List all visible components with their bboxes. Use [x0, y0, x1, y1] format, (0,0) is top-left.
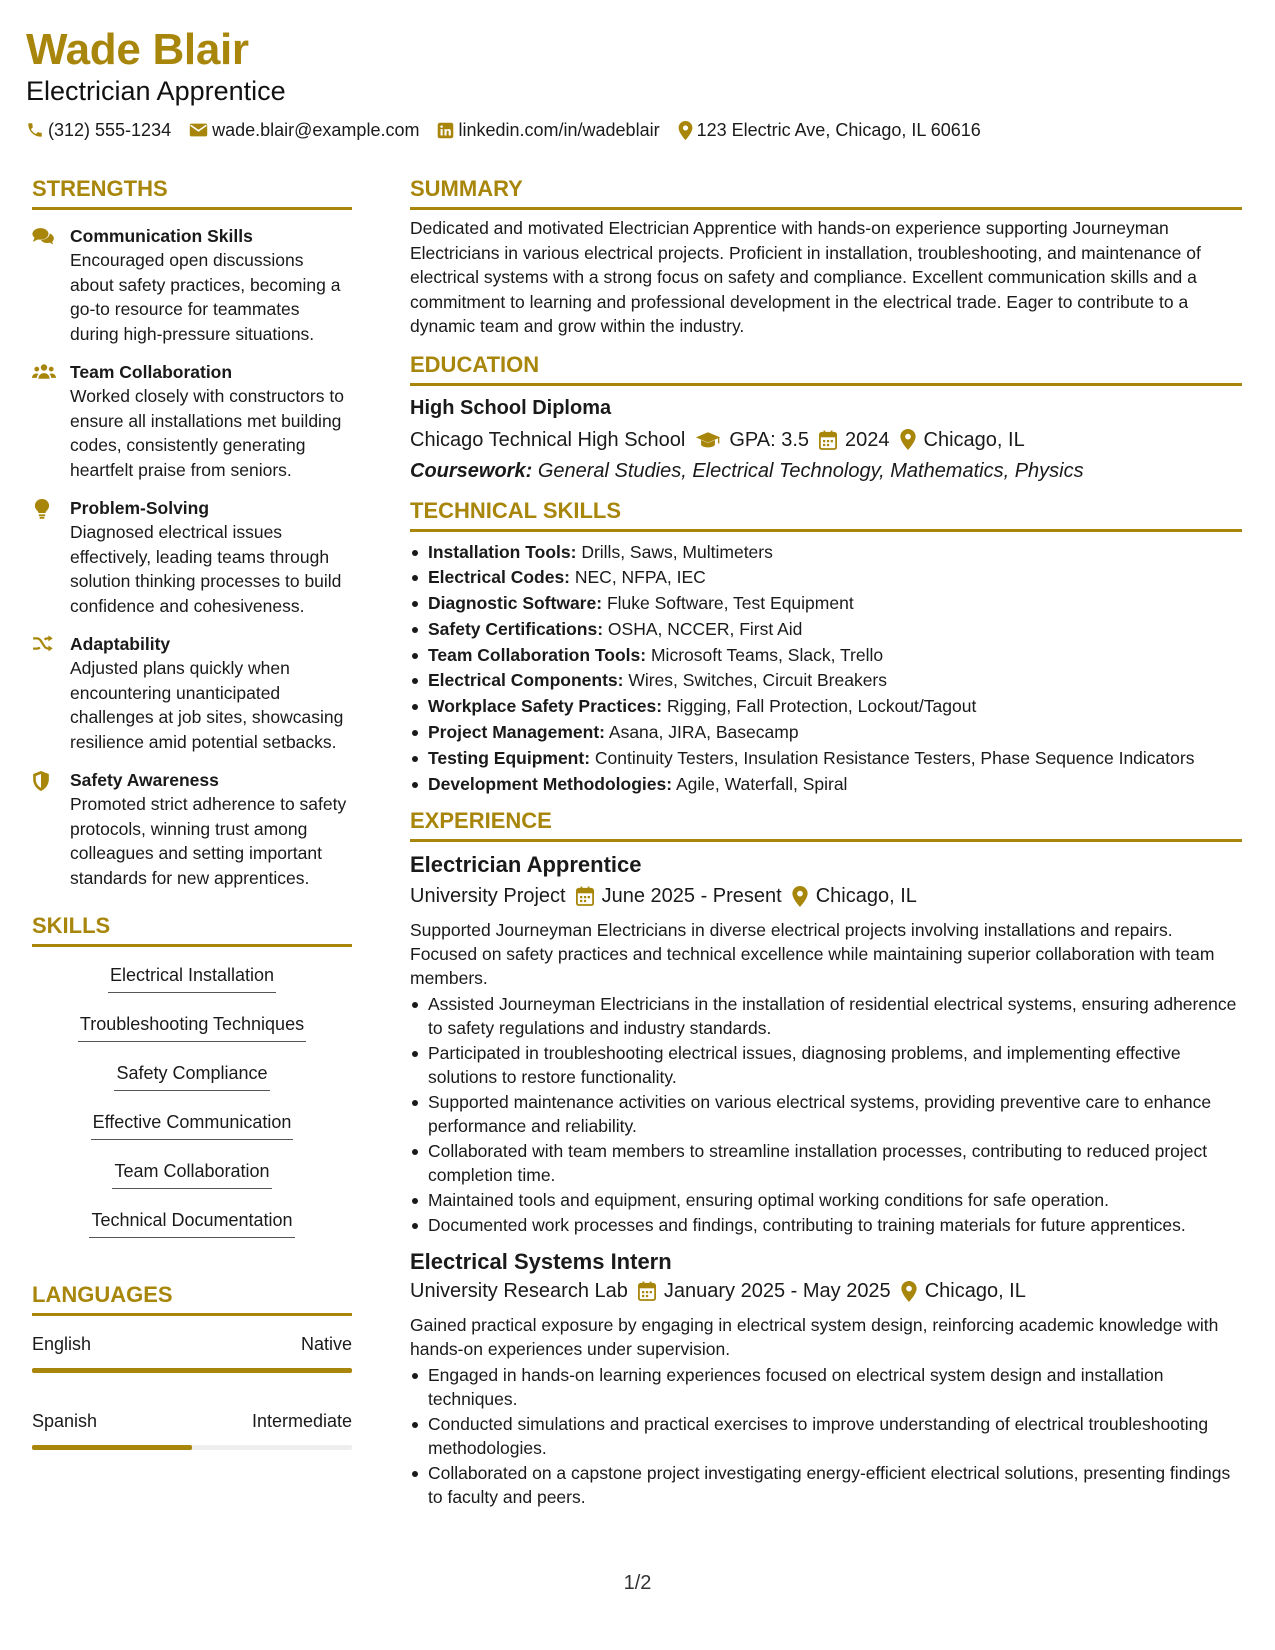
map-pin-icon: [901, 1281, 917, 1302]
job-org: University Research Lab: [410, 1280, 628, 1303]
job-location: Chicago, IL: [815, 885, 917, 908]
email-text: wade.blair@example.com: [212, 120, 420, 140]
users-icon: [32, 363, 56, 380]
strengths-heading: STRENGTHS: [32, 175, 352, 210]
strength-item: [32, 632, 352, 754]
strength-desc: Diagnosed electrical issues effectively, leading teams through solution thinking processes to build confidence and cohesiveness.: [70, 522, 342, 616]
education-meta: [410, 426, 1242, 454]
candidate-name: Wade Blair: [26, 25, 249, 74]
candidate-title: Electrician Apprentice: [26, 76, 286, 106]
skill-tag: Troubleshooting Techniques: [78, 1008, 306, 1042]
list-item: Supported maintenance activities on various electrical systems, providing preventive care to enhance performance and reliability.: [410, 1090, 1242, 1138]
job-bullets: [410, 992, 1242, 1237]
shield-icon: [32, 771, 50, 791]
contact-email[interactable]: [189, 118, 419, 142]
strength-item: [32, 360, 352, 482]
graduation-cap-icon: [695, 431, 721, 449]
strength-desc: Worked closely with constructors to ensure all installations met building codes, consistently generating heartfelt praise from seniors.: [70, 386, 344, 480]
education-school: Chicago Technical High School: [410, 428, 686, 451]
list-item: Maintained tools and equipment, ensuring optimal working conditions for safe operation.: [410, 1188, 1242, 1212]
strength-name: Communication Skills: [70, 226, 253, 246]
education-degree: High School Diploma: [410, 396, 612, 419]
job-meta: [410, 1277, 1242, 1305]
job-meta: [410, 882, 1242, 910]
linkedin-text: linkedin.com/in/wadeblair: [458, 120, 660, 140]
education-coursework: [410, 457, 1242, 485]
job-dates: June 2025 - Present: [601, 885, 782, 908]
list-item: Installation Tools: Drills, Saws, Multimeters: [410, 540, 1242, 566]
language-item: [32, 1409, 352, 1450]
job-location: Chicago, IL: [924, 1280, 1026, 1303]
calendar-icon: [819, 430, 837, 450]
education-location: Chicago, IL: [923, 428, 1025, 451]
left-column: [32, 175, 352, 1450]
strength-desc: Promoted strict adherence to safety protocols, winning trust among colleagues and setting important standards for new apprentices.: [70, 794, 347, 888]
contact-row: [26, 118, 1246, 142]
language-item: [32, 1332, 352, 1373]
list-item: Electrical Components: Wires, Switches, Circuit Breakers: [410, 668, 1242, 694]
strength-item: [32, 224, 352, 346]
education-year: 2024: [845, 428, 890, 451]
list-item: Testing Equipment: Continuity Testers, Insulation Resistance Testers, Phase Sequence Indicators: [410, 746, 1242, 772]
education-heading: EDUCATION: [410, 351, 1242, 386]
phone-icon: [26, 121, 44, 139]
list-item: Development Methodologies: Agile, Waterfall, Spiral: [410, 772, 1242, 798]
language-proficiency-bar: [32, 1445, 352, 1450]
list-item: Collaborated with team members to streamline installation processes, contributing to reduced project completion time.: [410, 1139, 1242, 1187]
language-proficiency-fill: [32, 1445, 192, 1450]
strength-desc: Adjusted plans quickly when encountering unanticipated challenges at job sites, showcasing resilience amid potential setbacks.: [70, 658, 344, 752]
experience-entry: [410, 850, 1242, 1237]
phone-text: (312) 555-1234: [48, 120, 172, 140]
address-text: 123 Electric Ave, Chicago, IL 60616: [696, 120, 981, 140]
strength-name: Safety Awareness: [70, 770, 219, 790]
list-item: Conducted simulations and practical exercises to improve understanding of electrical troubleshooting methodologies.: [410, 1412, 1242, 1460]
resume-header: [26, 24, 1246, 142]
list-item: Engaged in hands-on learning experiences focused on electrical system design and installation techniques.: [410, 1363, 1242, 1411]
language-proficiency-bar: [32, 1368, 352, 1373]
job-bullets: [410, 1363, 1242, 1509]
skills-heading: SKILLS: [32, 912, 352, 947]
job-title: Electrician Apprentice: [410, 852, 642, 878]
language-proficiency-fill: [32, 1368, 352, 1373]
strength-item: [32, 768, 352, 890]
summary-heading: SUMMARY: [410, 175, 1242, 210]
page-number: 1/2: [623, 1572, 652, 1594]
experience-entry: [410, 1247, 1242, 1509]
skill-tag: Effective Communication: [91, 1106, 294, 1140]
coursework-list: General Studies, Electrical Technology, Mathematics, Physics: [537, 459, 1084, 482]
list-item: Assisted Journeyman Electricians in the installation of residential electrical systems, ensuring adherence to safety regulations and industry standards.: [410, 992, 1242, 1040]
right-column: [410, 175, 1242, 1510]
envelope-icon: [189, 122, 208, 138]
job-dates: January 2025 - May 2025: [663, 1280, 891, 1303]
strength-name: Problem-Solving: [70, 498, 210, 518]
list-item: Workplace Safety Practices: Rigging, Fall Protection, Lockout/Tagout: [410, 694, 1242, 720]
skill-tag: Team Collaboration: [112, 1155, 271, 1189]
coursework-label: Coursework:: [410, 459, 533, 482]
language-level: Intermediate: [251, 1411, 352, 1431]
job-description: Supported Journeyman Electricians in diverse electrical projects involving installations and repairs. Focused on safety practices and technical excellence while maintaining superior collaboration with team members.: [410, 920, 1215, 989]
comments-icon: [32, 227, 54, 245]
technical-skills-list: [410, 540, 1242, 798]
education-gpa: GPA: 3.5: [729, 428, 810, 451]
experience-heading: EXPERIENCE: [410, 807, 1242, 842]
calendar-icon: [638, 1281, 656, 1301]
list-item: Diagnostic Software: Fluke Software, Test Equipment: [410, 591, 1242, 617]
strength-name: Adaptability: [70, 634, 171, 654]
list-item: Team Collaboration Tools: Microsoft Teams, Slack, Trello: [410, 643, 1242, 669]
list-item: Project Management: Asana, JIRA, Basecamp: [410, 720, 1242, 746]
languages-heading: LANGUAGES: [32, 1281, 352, 1316]
language-level: Native: [300, 1334, 352, 1354]
contact-address: [678, 118, 981, 142]
language-name: English: [32, 1334, 92, 1354]
list-item: Electrical Codes: NEC, NFPA, IEC: [410, 565, 1242, 591]
skill-tag: Safety Compliance: [114, 1057, 269, 1091]
summary-text: Dedicated and motivated Electrician Apprentice with hands-on experience supporting Journeyman Electricians in various electrical projects. Proficient in installation, troubleshooting, and maintenance of electrical systems with a strong focus on safety and compliance. Excellent communication skills and a commitment to learning and professional development in the electrical trade. Eager to contribute to a dynamic team and grow within the industry.: [410, 218, 1201, 336]
strength-desc: Encouraged open discussions about safety practices, becoming a go-to resource for teammates during high-pressure situations.: [70, 250, 341, 344]
contact-linkedin[interactable]: [437, 118, 659, 142]
map-pin-icon: [792, 886, 808, 907]
list-item: Documented work processes and findings, contributing to training materials for future apprentices.: [410, 1213, 1242, 1237]
map-pin-icon: [900, 429, 916, 450]
job-description: Gained practical exposure by engaging in electrical system design, reinforcing academic knowledge with hands-on experiences under supervision.: [410, 1315, 1219, 1360]
strength-name: Team Collaboration: [70, 362, 233, 382]
job-org: University Project: [410, 885, 566, 908]
shuffle-icon: [32, 635, 53, 652]
skills-list: [32, 959, 352, 1253]
skill-tag: Technical Documentation: [89, 1204, 294, 1238]
lightbulb-icon: [32, 499, 52, 519]
strength-item: [32, 496, 352, 618]
linkedin-icon: [437, 122, 454, 139]
technical-skills-heading: TECHNICAL SKILLS: [410, 497, 1242, 532]
list-item: Participated in troubleshooting electrical issues, diagnosing problems, and implementing effective solutions to restore functionality.: [410, 1041, 1242, 1089]
job-title: Electrical Systems Intern: [410, 1249, 672, 1275]
list-item: Collaborated on a capstone project investigating energy-efficient electrical solutions, presenting findings to faculty and peers.: [410, 1461, 1242, 1509]
skill-tag: Electrical Installation: [108, 959, 276, 993]
calendar-icon: [576, 886, 594, 906]
language-name: Spanish: [32, 1411, 98, 1431]
map-pin-icon: [678, 121, 693, 140]
list-item: Safety Certifications: OSHA, NCCER, First Aid: [410, 617, 1242, 643]
contact-phone[interactable]: [26, 118, 171, 142]
